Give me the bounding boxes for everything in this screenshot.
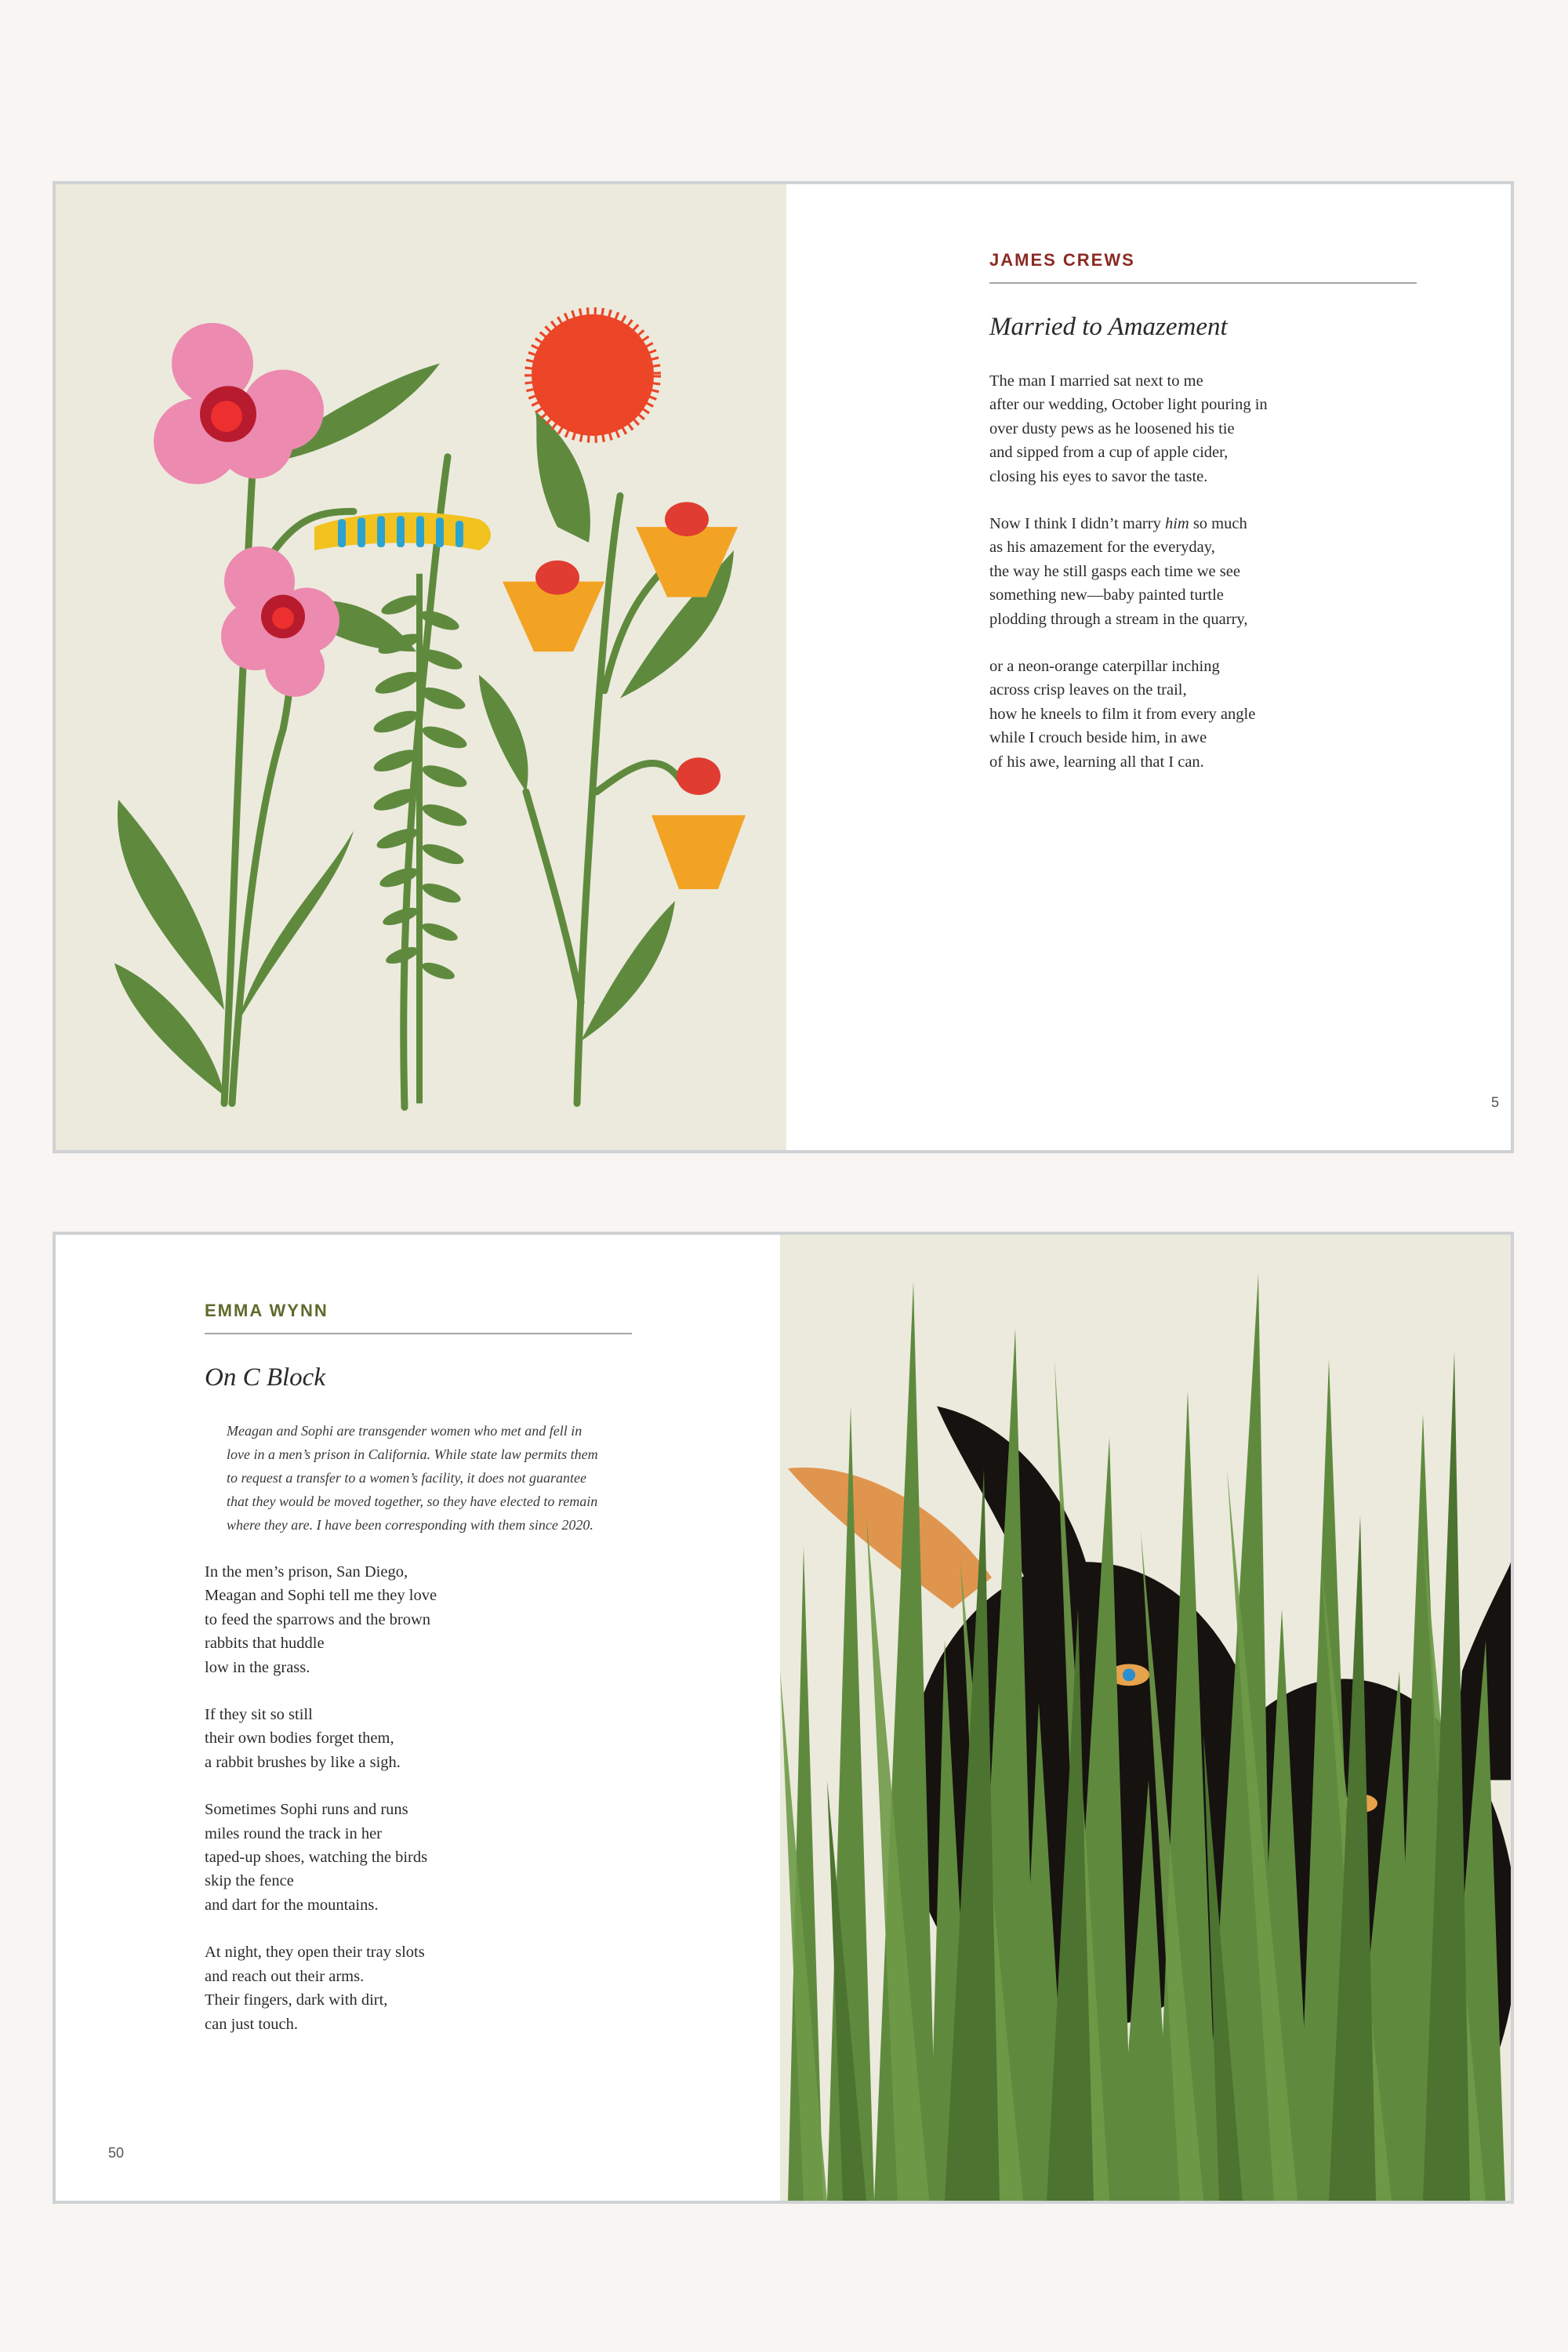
poem-line: At night, they open their tray slots bbox=[205, 1944, 425, 1962]
poem-line: skip the fence bbox=[205, 1872, 294, 1890]
note-line: to request a transfer to a women’s facility, it does not guarantee bbox=[227, 1470, 586, 1486]
note-line: love in a men’s prison in California. While state law permits them bbox=[227, 1446, 598, 1462]
epigraph-note bbox=[227, 1419, 598, 1537]
poem-line: miles round the track in her bbox=[205, 1824, 383, 1842]
poem-line: something new—baby painted turtle bbox=[989, 586, 1224, 604]
poem-line: as his amazement for the everyday, bbox=[989, 539, 1215, 557]
poem-page-married-to-amazement bbox=[786, 184, 1514, 1150]
poem-line: plodding through a stream in the quarry, bbox=[989, 610, 1248, 628]
note-line: that they would be moved together, so they have elected to remain bbox=[227, 1494, 598, 1509]
poem-line: their own bodies forget them, bbox=[205, 1730, 394, 1748]
poem-line: after our wedding, October light pouring in bbox=[989, 396, 1268, 414]
author-name: JAMES CREWS bbox=[989, 250, 1135, 270]
poem-line: If they sit so still bbox=[205, 1706, 313, 1724]
poem-line: or a neon-orange caterpillar inching bbox=[989, 658, 1220, 676]
poem-line: The man I married sat next to me bbox=[989, 372, 1203, 390]
stanza bbox=[989, 655, 1268, 774]
emphasis-word: him bbox=[1164, 515, 1189, 533]
page-number: 5 bbox=[1490, 1094, 1499, 1110]
wildflowers-illustration bbox=[56, 184, 786, 1150]
poem-line: taped-up shoes, watching the birds bbox=[205, 1849, 428, 1867]
author-rule bbox=[205, 1333, 632, 1334]
author-rule bbox=[989, 282, 1417, 284]
poem-line: a rabbit brushes by like a sigh. bbox=[205, 1753, 401, 1771]
poem-line: over dusty pews as he loosened his tie bbox=[989, 419, 1235, 437]
poem-line: rabbits that huddle bbox=[205, 1635, 325, 1653]
poem-line: low in the grass. bbox=[205, 1658, 310, 1676]
stanza bbox=[989, 369, 1268, 488]
sun-flower-icon bbox=[532, 314, 654, 436]
stanza bbox=[989, 512, 1268, 631]
rabbits-in-grass-icon bbox=[780, 1235, 1511, 2201]
stanza bbox=[205, 1940, 437, 2036]
poem-line: and dart for the mountains. bbox=[205, 1896, 379, 1914]
poem-title: Married to Amazement bbox=[989, 313, 1228, 341]
poem-line: across crisp leaves on the trail, bbox=[989, 681, 1187, 699]
poem-page-on-c-block bbox=[56, 1235, 786, 2201]
poem-line: Meagan and Sophi tell me they love bbox=[205, 1587, 437, 1605]
note-line: Meagan and Sophi are transgender women who met and fell in bbox=[227, 1423, 583, 1439]
poem-line: and reach out their arms. bbox=[205, 1967, 365, 1985]
stanza bbox=[205, 1703, 437, 1774]
stanza bbox=[205, 1798, 437, 1917]
poem-line-part: Now I think I didn’t marry bbox=[989, 515, 1161, 533]
rabbits-in-grass-illustration bbox=[780, 1235, 1511, 2201]
spread-married-to-amazement bbox=[53, 181, 1514, 1153]
note-line: where they are. I have been corresponding with them since 2020. bbox=[227, 1517, 593, 1533]
poem-line: the way he still gasps each time we see bbox=[989, 562, 1240, 580]
poem-line bbox=[989, 512, 1268, 535]
wildflowers-icon bbox=[56, 184, 786, 1150]
poem-title: On C Block bbox=[205, 1363, 325, 1392]
poem-line: Their fingers, dark with dirt, bbox=[205, 1991, 388, 2009]
page-number: 50 bbox=[108, 2145, 125, 2161]
stanza bbox=[205, 1560, 437, 1679]
poem-line: can just touch. bbox=[205, 2015, 298, 2033]
poem-line: to feed the sparrows and the brown bbox=[205, 1610, 431, 1628]
poem-line: and sipped from a cup of apple cider, bbox=[989, 444, 1229, 462]
poem-line: Sometimes Sophi runs and runs bbox=[205, 1801, 408, 1819]
author-name: EMMA WYNN bbox=[205, 1301, 328, 1320]
poem-line-part: so much bbox=[1192, 515, 1247, 533]
spread-on-c-block bbox=[53, 1232, 1514, 2204]
poem-line: In the men’s prison, San Diego, bbox=[205, 1563, 408, 1581]
poem-body bbox=[205, 1560, 437, 2060]
poem-line: closing his eyes to savor the taste. bbox=[989, 467, 1208, 485]
poem-line: of his awe, learning all that I can. bbox=[989, 753, 1204, 771]
poem-line: while I crouch beside him, in awe bbox=[989, 729, 1207, 747]
poem-body bbox=[989, 369, 1268, 797]
poem-line: how he kneels to film it from every angle bbox=[989, 705, 1256, 723]
